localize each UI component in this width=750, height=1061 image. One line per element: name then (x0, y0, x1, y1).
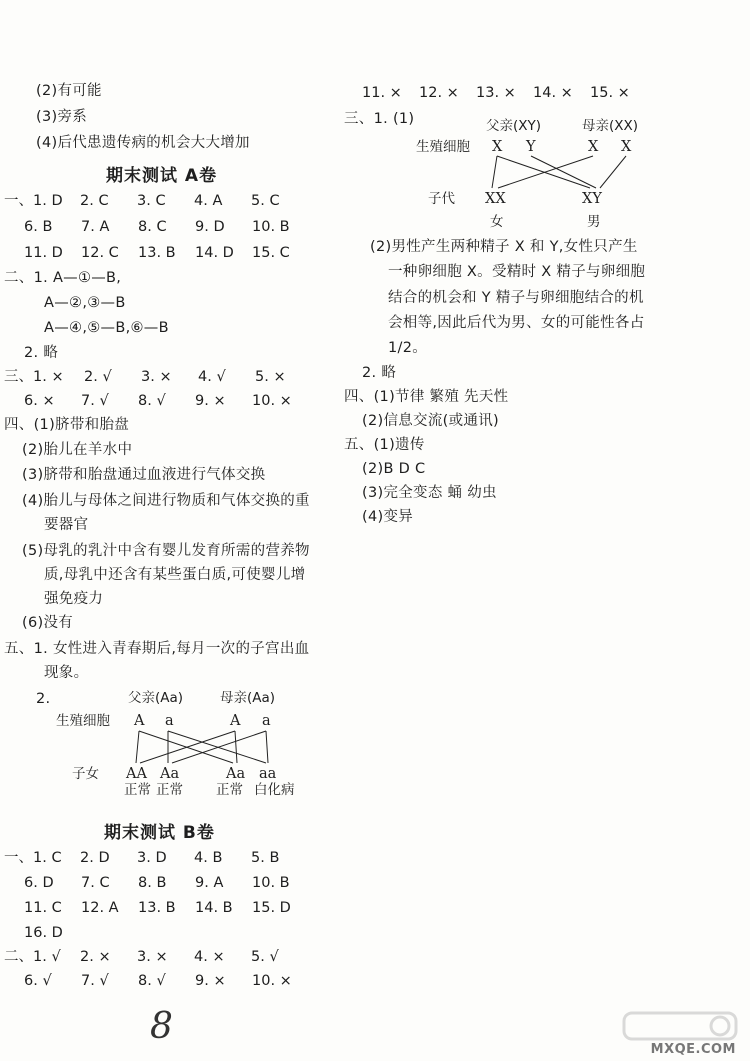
father-label: 父亲(XY) (486, 118, 542, 134)
answer-line: 质,母乳中还含有某些蛋白质,可使婴儿增 (44, 567, 306, 583)
exam-b-title: 期末测试 B卷 (104, 823, 215, 843)
answer-line: A—④,⑤—B,⑥—B (44, 320, 169, 336)
gamete: a (262, 713, 271, 729)
answer-line: 2. 略 (362, 365, 397, 381)
answer-line: A—②,③—B (44, 295, 126, 311)
mother-label: 母亲(XX) (582, 118, 639, 134)
offspring-genotype: aa (259, 766, 277, 782)
answer-line: 现象。 (44, 665, 89, 681)
b-section2-row: 6. √ 7. √ 8. √ 9. × 10. × (24, 973, 292, 989)
answer-line: 四、(1)节律 繁殖 先天性 (344, 389, 509, 405)
answer-line: (6)没有 (22, 615, 74, 631)
b-section1-row: 16. D (24, 925, 63, 941)
answer-line: (2)信息交流(或通讯) (362, 413, 499, 429)
a-section3-row: 6. × 7. √ 8. √ 9. × 10. × (24, 393, 292, 409)
answer-line: (3)旁系 (36, 109, 88, 125)
tf-row: 11. × 12. × 13. × 14. × 15. × (362, 85, 630, 101)
gamete: X (621, 139, 632, 155)
b-section1-row: 6. D 7. C 8. B 9. A 10. B (24, 875, 290, 891)
answer-line: 2. 略 (24, 345, 59, 361)
answer-line: (3)脐带和胎盘通过血液进行气体交换 (22, 467, 266, 483)
offspring-sex: 男 (587, 214, 601, 230)
phenotype: 正常 (124, 782, 151, 798)
a-section1-row: 一、1. D 2. C 3. C 4. A 5. C (4, 193, 280, 209)
answer-line: 五、1. 女性进入青春期后,每月一次的子宫出血 (4, 641, 310, 657)
offspring-label: 子代 (428, 191, 455, 207)
watermark-text: MXQE.COM (650, 1042, 736, 1057)
mother-label: 母亲(Aa) (220, 690, 276, 706)
offspring-genotype: Aa (226, 766, 246, 782)
gamete: X (492, 139, 503, 155)
answer-line: 1/2。 (388, 340, 428, 356)
answer-line: (5)母乳的乳汁中含有婴儿发育所需的营养物 (22, 543, 310, 559)
answer-line: (4)后代患遗传病的机会大大增加 (36, 135, 250, 151)
b-section1-row: 11. C 12. A 13. B 14. B 15. D (24, 900, 291, 916)
b-section2-row: 二、1. √ 2. × 3. × 4. × 5. √ (4, 949, 279, 965)
phenotype: 正常 (216, 782, 243, 798)
phenotype: 白化病 (254, 782, 295, 798)
answer-line: (2)胎儿在羊水中 (22, 442, 133, 458)
answer-line: 结合的机会和 Y 精子与卵细胞结合的机 (388, 290, 644, 306)
answer-line: 三、1. (1) (344, 111, 415, 127)
offspring-genotype: XY (582, 191, 602, 207)
answer-line: 四、(1)脐带和胎盘 (4, 417, 130, 433)
answer-line: (2)B D C (362, 461, 426, 477)
exam-a-title: 期末测试 A卷 (106, 166, 218, 186)
phenotype: 正常 (156, 782, 183, 798)
answer-line: 强免疫力 (44, 591, 104, 607)
gamete: X (588, 139, 599, 155)
offspring-genotype: XX (485, 191, 506, 207)
gamete-label: 生殖细胞 (416, 139, 470, 155)
a-section3-row: 三、1. × 2. √ 3. × 4. √ 5. × (4, 369, 286, 385)
answer-line: (4)变异 (362, 509, 414, 525)
a-section1-row: 11. D 12. C 13. B 14. D 15. C (24, 245, 290, 261)
b-section1-row: 一、1. C 2. D 3. D 4. B 5. B (4, 850, 280, 866)
offspring-label: 子女 (72, 766, 99, 782)
answer-line: 会相等,因此后代为男、女的可能性各占 (388, 315, 645, 331)
answer-line: 二、1. A—①—B, (4, 270, 122, 286)
page-number: 8 (150, 1006, 173, 1047)
answer-line: 五、(1)遗传 (344, 437, 425, 453)
answer-line: (3)完全变态 蛹 幼虫 (362, 485, 497, 501)
answer-line: 要器官 (44, 517, 89, 533)
gamete: A (134, 713, 145, 729)
answer-line: (4)胎儿与母体之间进行物质和气体交换的重 (22, 493, 310, 509)
gamete-label: 生殖细胞 (56, 713, 110, 729)
gamete: a (165, 713, 174, 729)
father-label: 父亲(Aa) (128, 690, 184, 706)
answer-line: 2. (36, 691, 51, 707)
gamete: A (230, 713, 241, 729)
offspring-sex: 女 (490, 214, 504, 230)
offspring-genotype: Aa (160, 766, 180, 782)
offspring-genotype: AA (126, 766, 147, 782)
answer-line: (2)有可能 (36, 83, 102, 99)
gamete: Y (526, 139, 536, 155)
answer-line: 一种卵细胞 X。受精时 X 精子与卵细胞 (388, 264, 646, 280)
a-section1-row: 6. B 7. A 8. C 9. D 10. B (24, 219, 290, 235)
answer-line: (2)男性产生两种精子 X 和 Y,女性只产生 (370, 239, 638, 255)
